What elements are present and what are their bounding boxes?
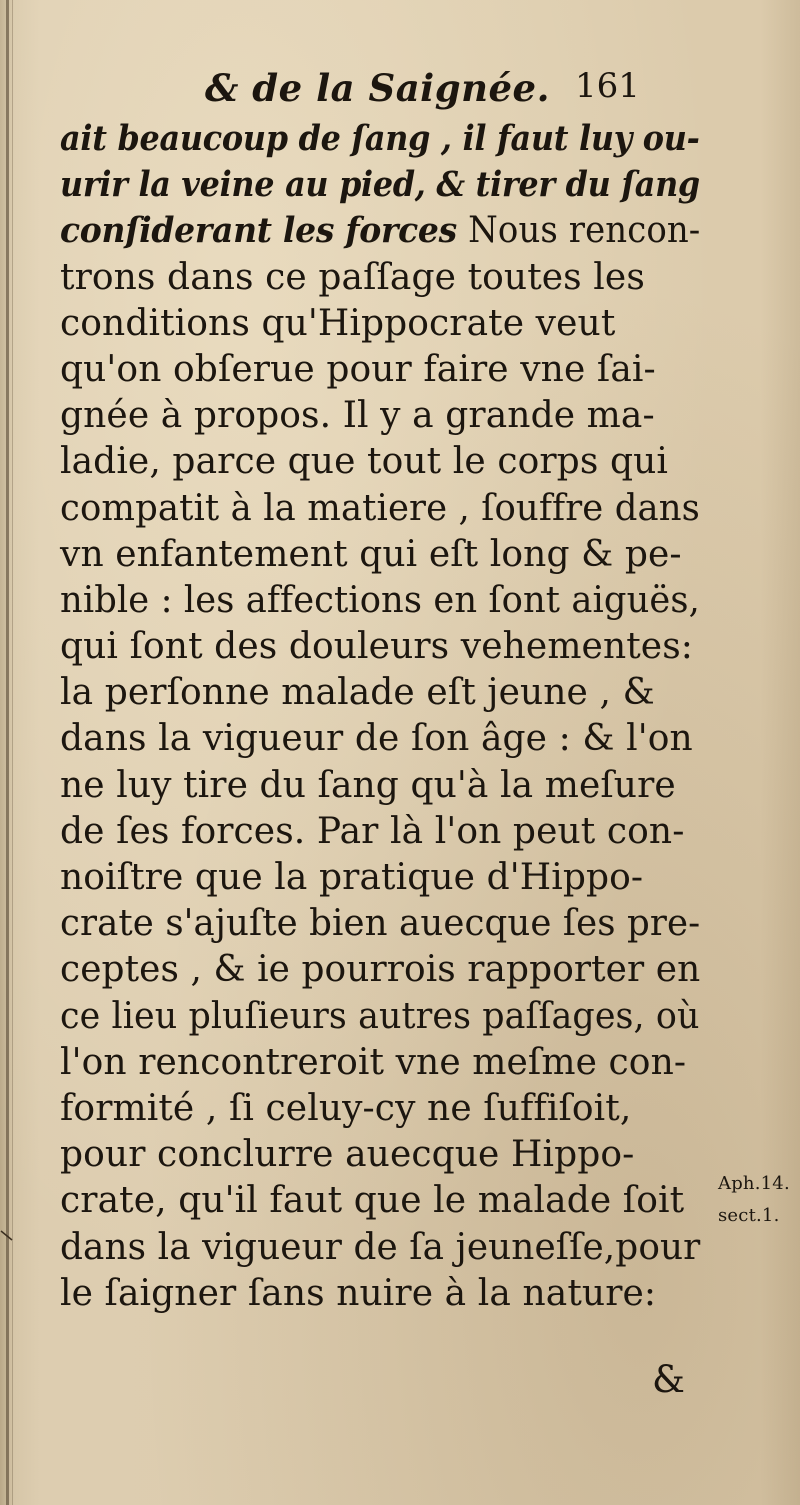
page-header [60,66,720,116]
text-line [60,1271,700,1317]
gutter-shadow [6,0,9,1505]
text-segment: nible : les affections en ſont aiguës, [60,579,700,621]
catchword: & [652,1358,685,1401]
text-line [60,855,700,901]
text-segment: ce lieu pluſieurs autres paſſages, où [60,995,700,1037]
text-segment: le ſaigner ſans nuire à la nature: [60,1272,657,1314]
margin-mark-icon [0,1230,14,1242]
text-segment: ceptes , & ie pourrois rapporter en [60,949,701,991]
text-line [60,994,700,1040]
text-line [60,1086,700,1132]
text-line [60,670,700,716]
text-line [60,809,700,855]
text-line [60,901,701,947]
gutter-edge [12,0,13,1505]
text-segment: compatit à la matiere , ſouffre dans [60,487,700,529]
text-line [60,624,700,670]
marginal-note-aphorism: Aph.14. [718,1173,790,1194]
text-segment: Nous rencon- [468,210,701,252]
text-line [60,486,700,532]
text-segment: ladie, parce que tout le corps qui [60,441,668,483]
italic-quote-segment: ait beaucoup de ſang , il faut luy ou- [60,118,700,159]
text-line [60,301,700,347]
text-segment: conditions qu'Hippocrate veut [60,302,616,344]
text-line [60,578,700,624]
text-segment: qu'on obſerue pour faire vne ſai- [60,348,656,390]
text-line [60,1132,700,1178]
text-segment: crate, qu'il faut que le malade ſoit [60,1180,685,1222]
text-line [60,116,700,162]
text-line [60,532,700,578]
text-line [60,162,700,208]
text-segment: trons dans ce paſſage toutes les [60,256,645,298]
text-line [60,1178,700,1224]
text-segment: l'on rencontreroit vne meſme con- [60,1041,687,1083]
text-segment: dans la vigueur de ſa jeuneſſe,pour [60,1226,701,1268]
text-line [60,947,701,993]
text-line [60,1040,700,1086]
text-line [60,763,700,809]
italic-quote-segment: urir la veine au pied, & tirer du ſang [60,164,700,206]
text-segment: qui ſont des douleurs vehementes: [60,626,694,668]
text-segment: ne luy tire du ſang qu'à la meſure [60,764,676,806]
text-segment: vn enfantement qui eſt long & pe- [60,533,682,575]
page-number: 161 [575,66,640,106]
text-segment: dans la vigueur de ſon âge : & l'on [60,718,693,760]
text-line [60,716,700,762]
text-segment: formité , ſi celuy-cy ne ſuffiſoit, [60,1087,632,1129]
text-line [60,208,701,254]
text-line [60,1225,701,1271]
running-head: & de la Saignée. [205,66,550,110]
text-segment: gnée à propos. Il y a grande ma- [60,395,655,437]
text-segment: crate s'ajuſte bien auecque ſes pre- [60,903,701,945]
text-segment: pour conclurre auecque Hippo- [60,1134,635,1176]
italic-quote-segment: conſiderant les forces [60,210,469,252]
text-segment: la perſonne malade eſt jeune , & [60,672,655,714]
text-line [60,393,700,439]
text-line [60,439,700,485]
text-segment: de ſes forces. Par là l'on peut con- [60,810,685,852]
text-line [60,255,700,301]
text-line [60,347,700,393]
body-text [60,116,700,1317]
text-segment: noiſtre que la pratique d'Hippo- [60,857,644,898]
marginal-note-section: sect.1. [718,1205,780,1226]
